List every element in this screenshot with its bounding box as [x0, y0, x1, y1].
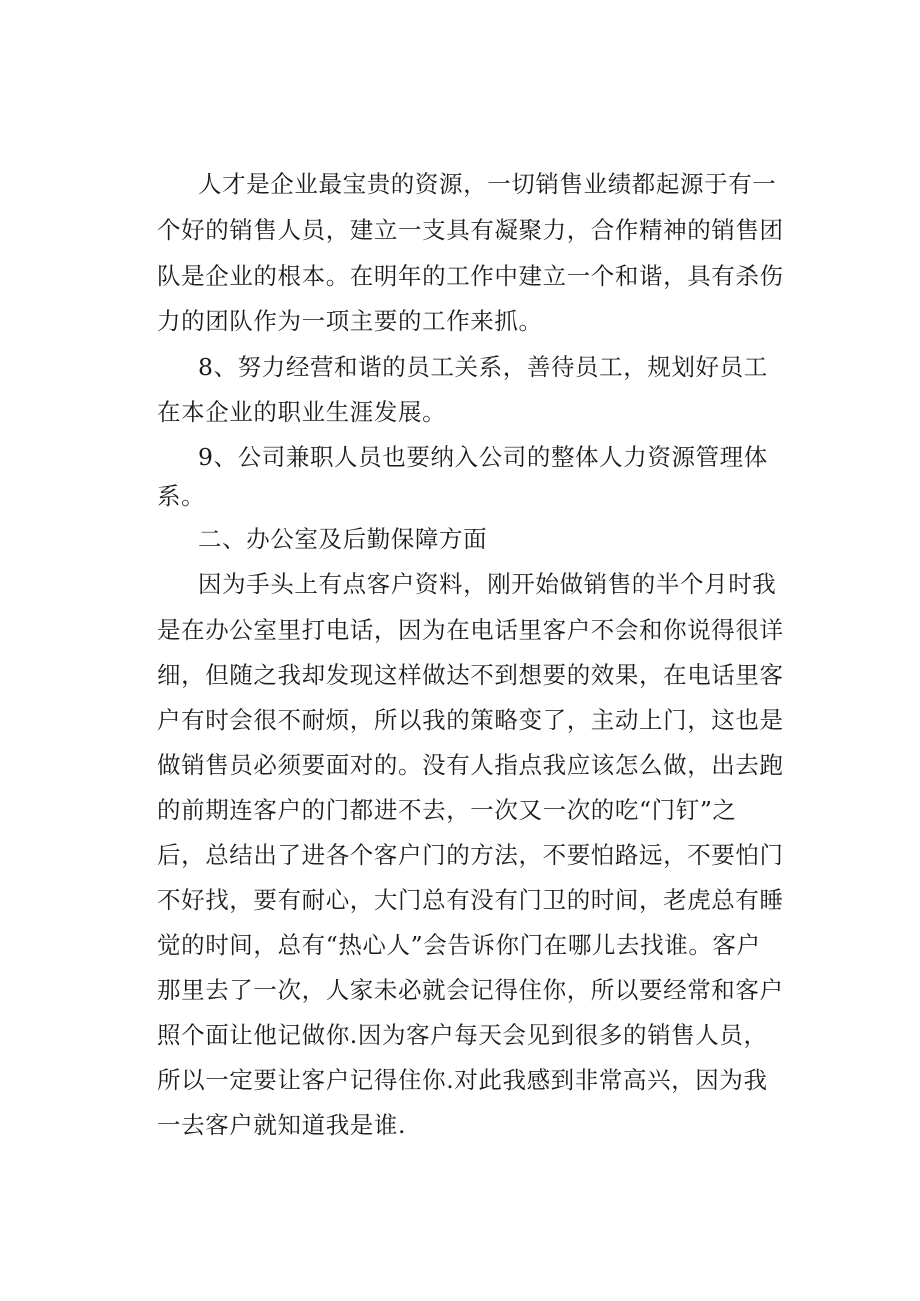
paragraph-line: 人才是企业最宝贵的资源，一切销售业绩都起源于有一 — [198, 170, 777, 198]
paragraph-line: 队是企业的根本。在明年的工作中建立一个和谐，具有杀伤 — [157, 262, 784, 290]
paragraph-line: 做销售员必须要面对的。没有人指点我应该怎么做，出去跑 — [157, 751, 784, 779]
paragraph-line: 在本企业的职业生涯发展。 — [157, 398, 447, 426]
paragraph-line: 力的团队作为一项主要的工作来抓。 — [157, 307, 543, 335]
paragraph-line: 系。 — [157, 482, 206, 510]
paragraph-line: 照个面让他记做你.因为客户每天会见到很多的销售人员， — [157, 1021, 768, 1049]
paragraph-line: 是在办公室里打电话，因为在电话里客户不会和你说得很详 — [157, 616, 784, 644]
paragraph-line: 9、公司兼职人员也要纳入公司的整体人力资源管理体 — [198, 443, 768, 471]
paragraph-line: 8、努力经营和谐的员工关系，善待员工，规划好员工 — [198, 353, 768, 381]
paragraph-line: 因为手头上有点客户资料，刚开始做销售的半个月时我 — [198, 570, 777, 598]
paragraph-line: 觉的时间，总有“热心人”会告诉你门在哪儿去找谁。客户 — [157, 931, 761, 959]
paragraph-line: 的前期连客户的门都进不去，一次又一次的吃“门钉”之 — [157, 796, 737, 824]
section-heading: 二、办公室及后勤保障方面 — [198, 525, 488, 553]
paragraph-line: 个好的销售人员，建立一支具有凝聚力，合作精神的销售团 — [157, 216, 784, 244]
paragraph-line: 不好找，要有耐心，大门总有没有门卫的时间，老虎总有睡 — [157, 886, 784, 914]
paragraph-line: 后，总结出了进各个客户门的方法，不要怕路远，不要怕门 — [157, 841, 784, 869]
paragraph-line: 那里去了一次，人家未必就会记得住你，所以要经常和客户 — [157, 976, 784, 1004]
paragraph-line: 户有时会很不耐烦，所以我的策略变了，主动上门，这也是 — [157, 706, 784, 734]
paragraph-line: 所以一定要让客户记得住你.对此我感到非常高兴，因为我 — [157, 1066, 768, 1094]
paragraph-line: 细，但随之我却发现这样做达不到想要的效果，在电话里客 — [157, 661, 784, 689]
paragraph-line: 一去客户就知道我是谁. — [157, 1111, 407, 1139]
